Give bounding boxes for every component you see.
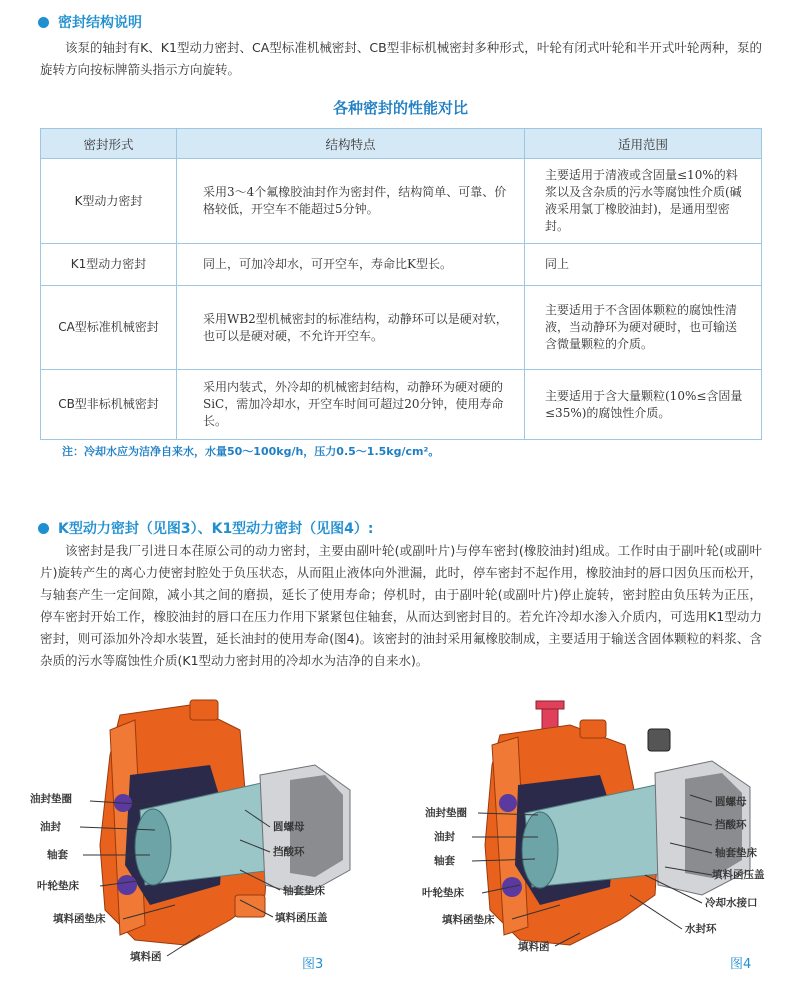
label-impeller-pad: 叶轮垫床	[422, 887, 464, 899]
features-cell: 采用内装式，外冷却的机械密封结构，动静环为硬对硬的SiC，需加冷却水，开空车时间可超过20分钟，使用寿命长。	[177, 370, 525, 440]
label-gland: 填料函压盖	[712, 869, 765, 881]
features-cell: 采用3～4个氟橡胶油封作为密封件，结构简单、可靠、价格较低，开空车不能超过5分钟。	[177, 159, 525, 244]
features-cell: 同上，可加冷却水，可开空车，寿命比K型长。	[177, 244, 525, 286]
label-acid-retaining-ring: 挡酸环	[715, 819, 747, 831]
label-stuffing-box-pad: 填料函垫床	[442, 914, 495, 926]
label-stuffing-box: 填料函	[518, 941, 550, 953]
label-stuffing-box: 填料函	[130, 951, 162, 963]
table-header-cell: 密封形式	[41, 129, 177, 159]
scope-cell: 同上	[525, 244, 762, 286]
table-row	[41, 159, 762, 244]
seal-type-cell: K型动力密封	[41, 159, 177, 244]
table-row	[41, 370, 762, 440]
figure-4	[420, 695, 780, 975]
table-title: 各种密封的性能对比	[332, 99, 468, 117]
table-row	[41, 286, 762, 370]
section-paragraph: 该密封是我厂引进日本荏原公司的动力密封，主要由副叶轮(或副叶片)与停车密封(橡胶油封)组成。工作时由于副叶轮(或副叶片)旋转产生的离心力使密封腔处于负压状态，从而阻止液体向外泄漏，此时，停车密封不起作用，橡胶油封的唇口因负压而松开，与轴套产生一定间隙，减小其之间的磨损，延长了使用寿命；停机时，由于副叶轮(或副叶片)停止旋转，密封腔由负压转为正压，停车密封开始工作，橡胶油封的唇口在压力作用下紧紧包住轴套，从而达到密封目的。若允许冷却水渗入介质内，可选用K1型动力密封，则可添加外冷却水装置，延长油封的使用寿命(图4)。该密封的油封采用氟橡胶制成，主要适用于输送含固体颗粒的料浆、含杂质的污水等腐蚀性介质(K1型动力密封用的冷却水为洁净的自来水)。	[40, 543, 762, 668]
scope-cell: 主要适用于清液或含固量≤10%的料浆以及含杂质的污水等腐蚀性介质(碱液采用氯丁橡胶油封)，是通用型密封。	[525, 159, 762, 244]
section-heading-k-seal: K型动力密封（见图3）、K1型动力密封（见图4）:	[38, 518, 374, 538]
label-cooling-water-port: 冷却水接口	[705, 897, 758, 909]
label-oil-seal: 油封	[434, 831, 455, 843]
label-stuffing-box-pad: 填料函垫床	[53, 913, 106, 925]
seal-comparison-table	[40, 128, 762, 440]
scope-cell: 主要适用于不含固体颗粒的腐蚀性清液，当动静环为硬对硬时，也可输送含微量颗粒的介质。	[525, 286, 762, 370]
table-row	[41, 244, 762, 286]
seal-type-cell: K1型动力密封	[41, 244, 177, 286]
table-note: 注：冷却水应为洁净自来水，水量50～100kg/h，压力0.5～1.5kg/cm²。	[62, 445, 440, 458]
label-sleeve-pad: 轴套垫床	[283, 885, 325, 897]
scope-cell: 主要适用于含大量颗粒(10%≤含固量≤35%)的腐蚀性介质。	[525, 370, 762, 440]
bullet-icon	[38, 523, 49, 534]
figure-3	[25, 695, 365, 975]
bullet-icon	[38, 17, 49, 28]
label-acid-retaining-ring: 挡酸环	[273, 846, 305, 858]
features-cell: 采用WB2型机械密封的标准结构，动静环可以是硬对软，也可以是硬对硬，不允许开空车。	[177, 286, 525, 370]
table-header-cell: 结构特点	[177, 129, 525, 159]
seal-cutaway-illustration	[25, 695, 365, 975]
seal-cutaway-illustration	[420, 695, 780, 975]
label-water-seal-ring: 水封环	[685, 923, 717, 935]
label-round-nut: 圆螺母	[715, 796, 747, 808]
label-sleeve-pad: 轴套垫床	[715, 847, 757, 859]
label-oil-seal: 油封	[40, 821, 61, 833]
seal-type-cell: CB型非标机械密封	[41, 370, 177, 440]
label-oil-seal-washer: 油封垫圈	[425, 807, 467, 819]
label-shaft-sleeve: 轴套	[434, 855, 455, 867]
figure-3-caption: 图3	[302, 957, 324, 972]
table-header-row	[41, 129, 762, 159]
section-heading-seal-structure: 密封结构说明	[38, 12, 142, 32]
table-header-cell: 适用范围	[525, 129, 762, 159]
label-impeller-pad: 叶轮垫床	[37, 880, 79, 892]
label-gland: 填料函压盖	[275, 912, 328, 924]
label-oil-seal-washer: 油封垫圈	[30, 793, 72, 805]
figure-4-caption: 图4	[730, 957, 752, 972]
label-round-nut: 圆螺母	[273, 821, 305, 833]
label-shaft-sleeve: 轴套	[47, 849, 68, 861]
seal-type-cell: CA型标准机械密封	[41, 286, 177, 370]
section-paragraph: 该泵的轴封有K、K1型动力密封、CA型标准机械密封、CB型非标机械密封多种形式，叶轮有闭式叶轮和半开式叶轮两种，泵的旋转方向按标牌箭头指示方向旋转。	[40, 40, 762, 77]
